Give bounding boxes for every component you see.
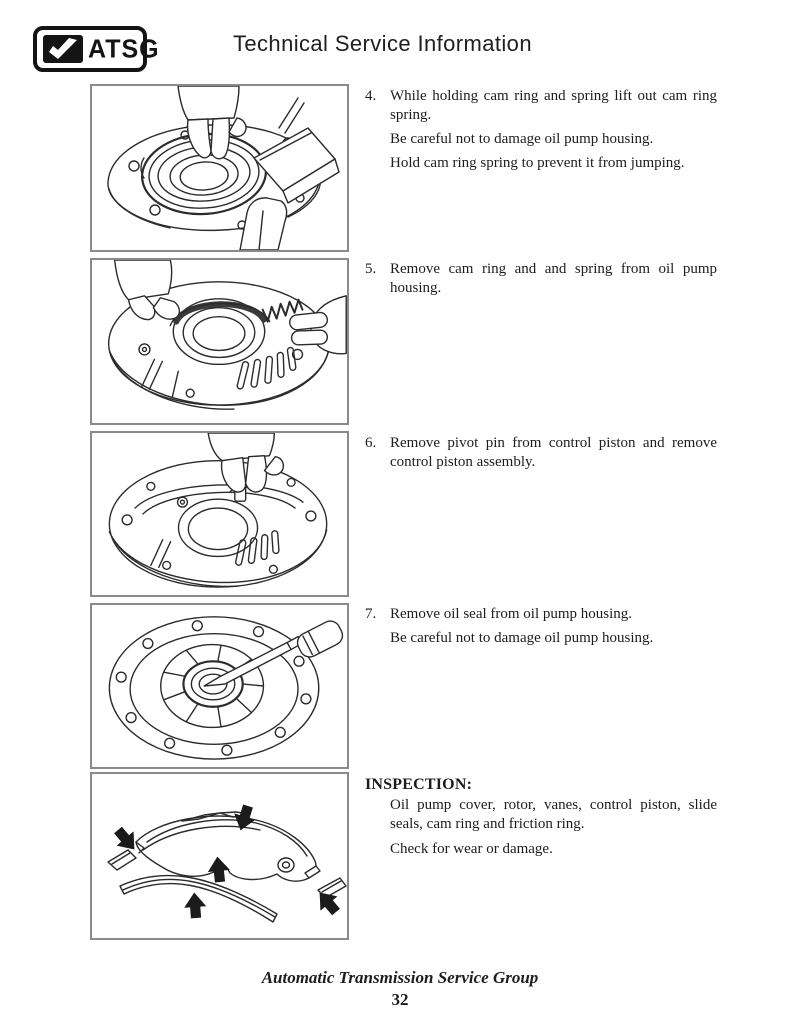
- atsg-checkmark-icon: [43, 35, 83, 63]
- step-main-text: Remove oil seal from oil pump housing.: [390, 606, 633, 622]
- step-number: 6.: [365, 435, 377, 451]
- figure-inspection: [90, 772, 349, 940]
- step-item-6: [365, 434, 717, 472]
- page-title: Technical Service Information: [233, 31, 532, 56]
- figure-step-4: [90, 84, 349, 252]
- footer-organization: Automatic Transmission Service Group: [261, 968, 539, 987]
- step-item-4: [365, 87, 717, 173]
- figure-step-5: [90, 258, 349, 425]
- step-number: 5.: [365, 261, 377, 277]
- inspection-section: [365, 775, 717, 859]
- atsg-logo: [33, 26, 160, 72]
- step-main-text: While holding cam ring and spring lift out cam ring spring.: [390, 88, 717, 123]
- footer-page-number: 32: [391, 990, 409, 1009]
- step-main-text: Remove cam ring and and spring from oil pump housing.: [390, 261, 717, 296]
- hold-cam-ring-lift-spring-illustration: [92, 86, 347, 250]
- atsg-logo-text: ATSG: [88, 33, 160, 64]
- step-item-7: [365, 605, 717, 648]
- inspection-heading: INSPECTION:: [365, 776, 473, 793]
- step-note: Be careful not to damage oil pump housing.: [390, 130, 654, 147]
- remove-pivot-pin-control-piston-illustration: [92, 433, 347, 595]
- step-number: 4.: [365, 88, 377, 104]
- remove-cam-ring-and-spring-illustration: [92, 260, 347, 423]
- step-note: Be careful not to damage oil pump housing.: [390, 629, 654, 646]
- step-note: Hold cam ring spring to prevent it from jumping.: [390, 154, 685, 171]
- figure-step-6: [90, 431, 349, 597]
- remove-oil-seal-screwdriver-illustration: [92, 605, 347, 767]
- step-main-text: Remove pivot pin from control piston and remove control piston assembly.: [390, 435, 717, 470]
- inspection-body: Oil pump cover, rotor, vanes, control piston, slide seals, cam ring and friction ring.: [390, 797, 717, 833]
- step-number: 7.: [365, 606, 377, 622]
- cam-ring-slide-seals-friction-ring-inspection-illustration: [92, 774, 347, 938]
- step-item-5: [365, 260, 717, 298]
- figure-step-7: [90, 603, 349, 769]
- inspection-note: Check for wear or damage.: [390, 840, 553, 857]
